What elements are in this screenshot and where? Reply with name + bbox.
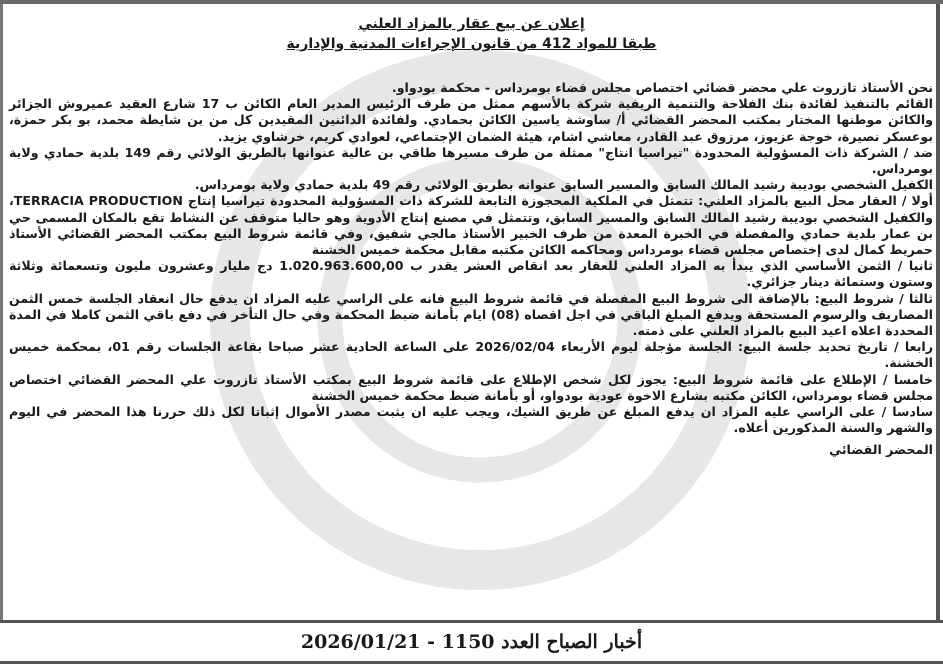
notice-subtitle: طبقا للمواد 412 من قانون الإجراءات المدنية والإدارية	[286, 36, 657, 52]
second-section: ثانيا / الثمن الأساسي الذي يبدأ به المزاد العلني للعقار بعد انقاص العشر يقدر ب 1.020.963.600,00 دج مليار وعشرون مليون وتسعمائة وثلاثة وستون وستمائة دينار جزائري.	[9, 258, 933, 290]
guarantor-paragraph: الكفيل الشخصي بوديبة رشيد المالك السابق والمسير السابق عنوانه بطريق الولائي رقم 49 بلدية حمادي ولاية بومرداس.	[194, 177, 933, 193]
intro-paragraph: نحن الأستاذ تازروت علي محضر قضائي اختصاص مجلس قضاء بومرداس - محكمة بودواو.	[391, 80, 933, 95]
signature: المحضر القضائي	[829, 442, 933, 458]
footer-publication: أخبار الصباح العدد 1150 - 2026/01/21	[300, 631, 643, 653]
against-paragraph: ضد / الشركة ذات المسؤولية المحدودة "تيراسيا انتاج" ممثلة من طرف مسيرها طاقي بن عالية عنوانها بالطريق الولائي رقم 149 بلدية حمادي ولاية بومرداس.	[9, 144, 933, 177]
fourth-section: رابعا / تاريخ تحديد جلسة البيع: الجلسة مؤجلة ليوم الأربعاء 2026/02/04 على الساعة الحادية عشر صباحا بقاعة الجلسات رقم 01، بمحكمة خميس الخشنة.	[9, 339, 933, 371]
first-section: أولا / العقار محل البيع بالمزاد العلني: تتمثل في الملكية المحجوزة التابعة للشركة ذات المسؤولية المحدودة تيراسيا إنتاج TERRACIA PRODUCTION، والكفيل الشخصي بوديبة رشيد المالك السابق والمسير السابق، وتتمثل في مصنع إنتاج الأدوية وهو حاليا متوقف عن النشاط تقع بالمكان المسمى حي بن عمار بلدية حمادي والمفصلة في الخبرة المعدة من طرف الخبير الأستاذ مالجي شفيق، وفي قائمة شروط البيع بمكتب المحضر القضائي الأستاذ حمريط كمال لدى إختصاص مجلس قضاء بومرداس ومحاكمه الكائن مكتبه مقابل محكمة خميس الخشنة	[9, 193, 933, 258]
sixth-section: سادسا / على الراسي عليه المزاد ان يدفع المبلغ عن طريق الشيك، ويجب عليه ان يثبت مصدر الأموال إثباتا لكل ذلك حررنا هذا المحضر في اليوم والشهر والسنة المذكورين أعلاه.	[9, 404, 933, 436]
footer-bar	[0, 620, 943, 664]
notice-body	[9, 80, 933, 459]
notice-header	[0, 14, 943, 54]
notice-title: إعلان عن بيع عقار بالمزاد العلني	[358, 16, 585, 32]
third-section: ثالثا / شروط البيع: بالإضافة الى شروط البيع المفصلة في قائمة شروط البيع فانه على الراسي عليه المزاد ان يدفع حال انعقاد الجلسة خمس الثمن المصاريف والرسوم المستحقة ويدفع المبلغ الباقي في اجل اقصاه (08) ايام بأمانة ضبط المحكمة وفي حال التأخر في دفع باقي الثمن كاملا في المدة المحددة اعلاه اعيد البيع بالمزاد العلني على ذمته.	[9, 290, 934, 339]
fifth-section: خامسا / الإطلاع على قائمة شروط البيع: يجوز لكل شخص الإطلاع على قائمة شروط البيع بمكتب الأستاذ تازروت علي المحضر القضائي اختصاص مجلس قضاء بومرداس، الكائن مكتبه بشارع الاخوة عودية بودواو، أو بأمانة ضبط محكمة خميس الخشنة	[9, 371, 933, 403]
executor-paragraph: القائم بالتنفيذ لفائدة بنك الفلاحة والتنمية الريفية شركة بالأسهم ممثل من طرف الرئيس المدير العام الكائن ب 17 شارع العقيد عميروش الجزائر والكائن موطنها المختار بمكتب المحضر القضائي أ/ ساوشة ياسين الكائن بحمادي. ولفائدة الدائنين المقيدين كل من بن شايطة محمد، بو بكر حمزة، بوعسكر نصيرة، خوجة عزيوز، مرزوق عبد القادر، معاشي اشام، هيئة الضمان الإجتماعي، لعوادي كريم، خرشاوي يزيد.	[9, 96, 934, 144]
